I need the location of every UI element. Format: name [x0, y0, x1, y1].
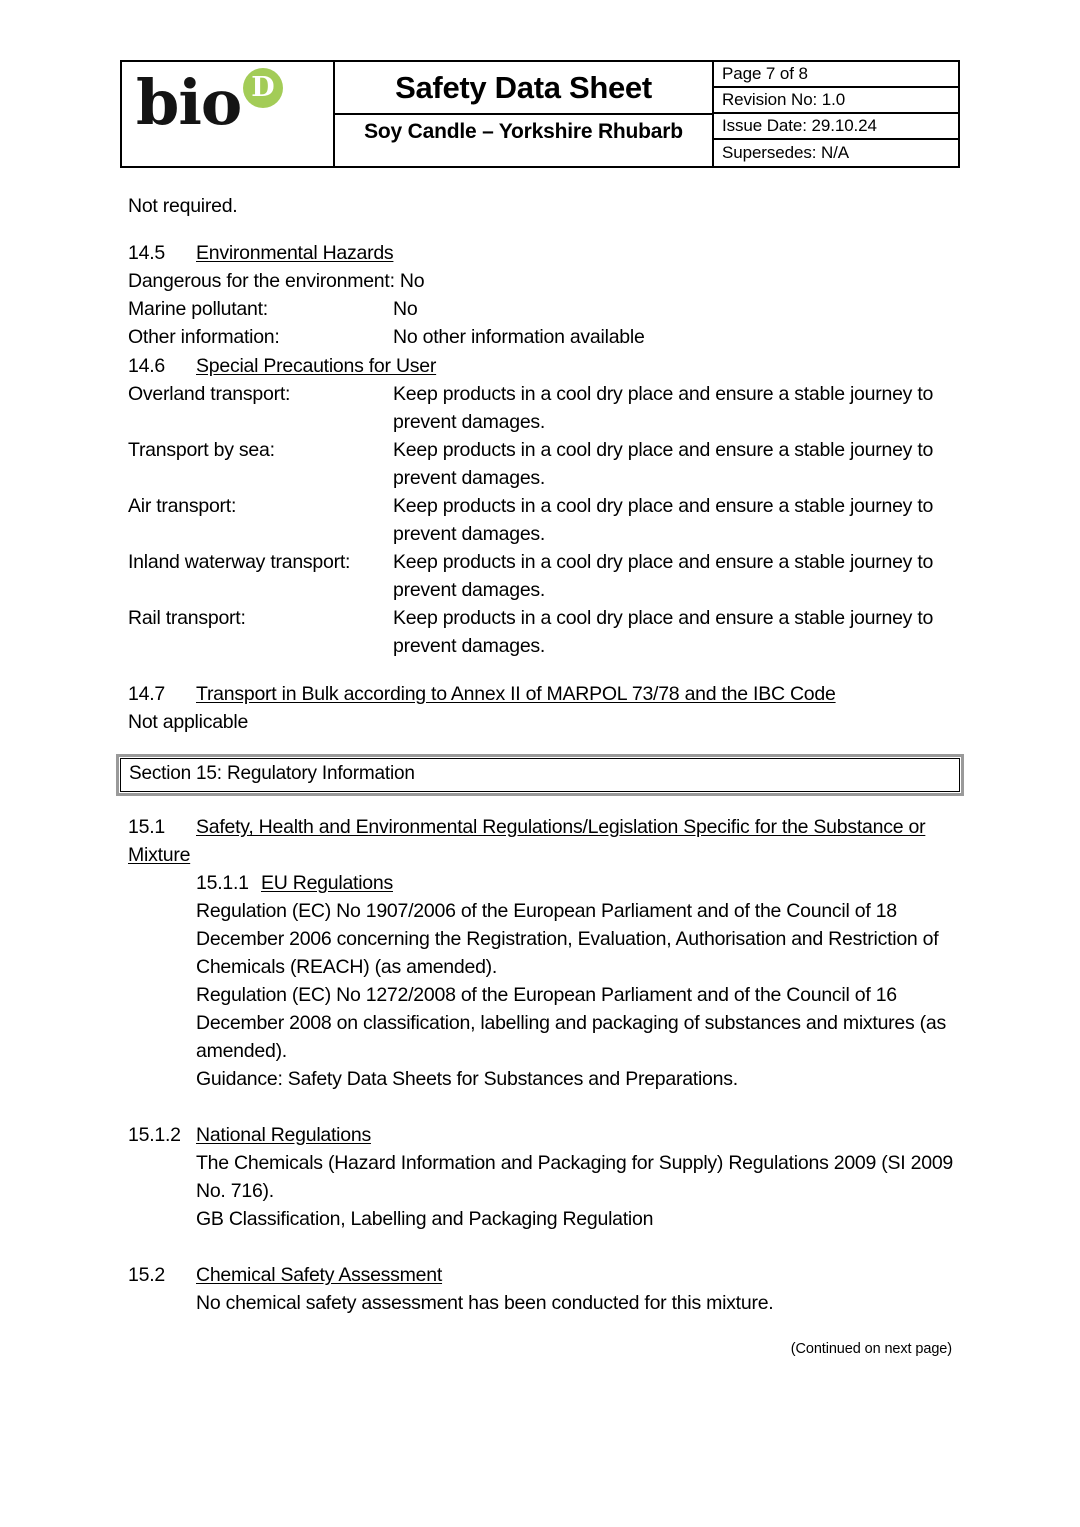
- meta-revision: Revision No: 1.0: [714, 88, 958, 114]
- row-marine-pollutant-value: No: [393, 298, 418, 320]
- heading-14-6-number: 14.6: [128, 355, 165, 377]
- row-rail-transport-value-line1: Keep products in a cool dry place and ensure a stable journey to: [393, 607, 934, 629]
- header-title-cell: [335, 62, 714, 166]
- row-transport-by-sea-value-line2: prevent damages.: [393, 467, 546, 489]
- para-eu-reg-line-6: amended).: [196, 1040, 287, 1062]
- heading-15-1-number: 15.1: [128, 816, 165, 838]
- para-eu-reg-line-4: Regulation (EC) No 1272/2008 of the European Parliament and of the Council of 16: [196, 984, 897, 1006]
- row-other-information-value: No other information available: [393, 326, 645, 348]
- row-inland-waterway-transport-label: Inland waterway transport:: [128, 551, 351, 573]
- para-chemical-safety-assessment: No chemical safety assessment has been conducted for this mixture.: [196, 1292, 774, 1314]
- header-meta-cell: [714, 62, 958, 166]
- row-air-transport-label: Air transport:: [128, 495, 237, 517]
- heading-14-7-number: 14.7: [128, 683, 165, 705]
- row-air-transport-value-line2: prevent damages.: [393, 523, 546, 545]
- row-other-information-label: Other information:: [128, 326, 280, 348]
- document-title: Safety Data Sheet: [335, 62, 712, 115]
- row-marine-pollutant-label: Marine pollutant:: [128, 298, 268, 320]
- para-eu-reg-line-7: Guidance: Safety Data Sheets for Substances and Preparations.: [196, 1068, 738, 1090]
- row-rail-transport-value-line2: prevent damages.: [393, 635, 546, 657]
- para-eu-reg-line-1: Regulation (EC) No 1907/2006 of the European Parliament and of the Council of 18: [196, 900, 897, 922]
- heading-15-1-1-label: EU Regulations: [261, 872, 393, 894]
- not-required-text: Not required.: [128, 195, 238, 217]
- heading-14-6-label: Special Precautions for User: [196, 355, 437, 377]
- meta-page: Page 7 of 8: [714, 62, 958, 88]
- row-air-transport-value-line1: Keep products in a cool dry place and ensure a stable journey to: [393, 495, 934, 517]
- heading-15-2-number: 15.2: [128, 1264, 165, 1286]
- para-national-reg-line-2: No. 716).: [196, 1180, 274, 1202]
- header-logo-cell: [122, 62, 335, 166]
- heading-14-5-number: 14.5: [128, 242, 165, 264]
- document-header-table: [120, 60, 960, 168]
- section-15-heading: Section 15: Regulatory Information: [129, 763, 415, 784]
- row-transport-by-sea-label: Transport by sea:: [128, 439, 275, 461]
- heading-14-7-label: Transport in Bulk according to Annex II of MARPOL 73/78 and the IBC Code: [196, 683, 836, 705]
- logo-wordmark: bio: [136, 66, 242, 139]
- heading-15-1-label-line2: Mixture: [128, 844, 191, 866]
- section-15-header-box: [120, 758, 960, 792]
- para-eu-reg-line-2: December 2006 concerning the Registration, Evaluation, Authorisation and Restriction of: [196, 928, 939, 950]
- row-overland-transport-value-line2: prevent damages.: [393, 411, 546, 433]
- heading-15-1-1-number: 15.1.1: [196, 872, 249, 894]
- heading-15-1-label-line1: Safety, Health and Environmental Regulations/Legislation Specific for the Substance or: [196, 816, 926, 838]
- para-eu-reg-line-5: December 2008 on classification, labelling and packaging of substances and mixtures (as: [196, 1012, 947, 1034]
- row-transport-by-sea-value-line1: Keep products in a cool dry place and ensure a stable journey to: [393, 439, 934, 461]
- row-overland-transport-label: Overland transport:: [128, 383, 291, 405]
- text-not-applicable: Not applicable: [128, 711, 249, 733]
- meta-supersedes: Supersedes: N/A: [722, 143, 850, 162]
- product-name: Soy Candle – Yorkshire Rhubarb: [364, 120, 683, 143]
- para-national-reg-line-1: The Chemicals (Hazard Information and Packaging for Supply) Regulations 2009 (SI 2009: [196, 1152, 954, 1174]
- biod-logo: [136, 66, 321, 140]
- heading-15-2-label: Chemical Safety Assessment: [196, 1264, 443, 1286]
- heading-14-5-label: Environmental Hazards: [196, 242, 394, 264]
- row-dangerous-environment-label: Dangerous for the environment: No: [128, 270, 425, 292]
- meta-issue-date: Issue Date: 29.10.24: [714, 114, 958, 140]
- heading-15-1-2-number: 15.1.2: [128, 1124, 181, 1146]
- heading-15-1-2-label: National Regulations: [196, 1124, 371, 1146]
- logo-d-badge-icon: D: [243, 68, 283, 108]
- row-inland-waterway-transport-value-line2: prevent damages.: [393, 579, 546, 601]
- row-inland-waterway-transport-value-line1: Keep products in a cool dry place and ensure a stable journey to: [393, 551, 934, 573]
- para-national-reg-line-3: GB Classification, Labelling and Packaging Regulation: [196, 1208, 654, 1230]
- para-eu-reg-line-3: Chemicals (REACH) (as amended).: [196, 956, 498, 978]
- row-overland-transport-value-line1: Keep products in a cool dry place and ensure a stable journey to: [393, 383, 934, 405]
- row-rail-transport-label: Rail transport:: [128, 607, 246, 629]
- footer-continued-note: (Continued on next page): [790, 1341, 952, 1357]
